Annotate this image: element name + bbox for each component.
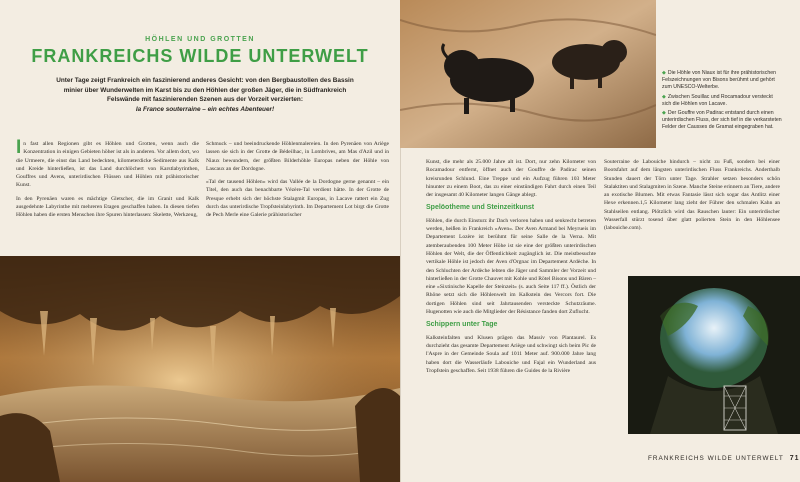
cave-illustration: [0, 256, 400, 482]
text-column-2: [206, 140, 389, 225]
text-column-4: [604, 158, 780, 238]
col2-paragraph-1: Schmuck – und beeindruckende Höhlenmalereien. In den Pyrenäen von Ariège lassen sie sich in der Grotte de Bédeilhac, in Lombrives, am Mas d'Azil und in Niaux bewundern, der größten Bilderhöhle Europas neben der Höhle von Lascaux an der Dordogne.: [206, 141, 389, 172]
caption-lacave: ◆ Zwischen Souillac und Rocamadour versteckt sich die Höhlen von Lacave.: [662, 93, 773, 107]
caption-bullet-icon: ◆: [662, 93, 666, 100]
running-title: FRANKREICHS WILDE UNTERWELT: [648, 455, 784, 462]
page-footer: [648, 455, 800, 462]
gouffre-illustration: [628, 276, 800, 434]
page-number: 71: [789, 455, 800, 462]
text-column-3: [426, 158, 596, 380]
intro-text: Unter Tage zeigt Frankreich ein faszinierend anderes Gesicht: von den Bergbaustollen des Bassin minier über Wunderwelten im Karst bis zu den Höhlen der großen Jäger, die in Südfrankreich Felswände mit faszinierenden Szenen aus der Vorzeit verzierten:: [56, 77, 354, 104]
gouffre-photo: [628, 276, 800, 434]
col3-paragraph-2: Höhlen, die durch Einsturz ihr Dach verloren haben und senkrecht betreten werden, heißen in Frankreich »Aven«. Der Aven Armand bei Meyrueis im Departement Lozère ist berühmt für seine Salle de la Verna. Mit atemberaubenden 100 Meter Höhe ist sie eine der größten unterirdischen Höhlen der Welt, die der Öffentlichkeit zugänglich ist. Die meistbesuchte vertikale Höhle ist jedoch der Aven d'Orgnac im Departement Ardèche. In den Schluchten der Ardèche lebten die Jäger und Sammler der Vorzeit und hinterließen in der Grotte Chauvet mit Kohle und Rötel Bisons und Bären – eine »Sixtinische Kapelle der Steinzeit« (s. auch Seite 117 ff.). Östlich der Rhône setzt sich die Höhlenwelt im Kalkstein des Vercors fort. Die dortigen Höhlen sind seit Jahrtausenden versteckte Schutzräume. Hugenotten wie auch die Mitglieder der Résistance fanden dort Zuflucht.: [426, 217, 596, 316]
photo-captions: [662, 70, 782, 134]
col1-paragraph-1: In fast allen Regionen gibt es Höhlen und Grotten, wenn auch die Konzentration in einigen Gebieten höher ist als in anderen. Vor allem dort, wo die Urmeere, die einst das Land bedeckten, kilometerdicke Sedimente aus Kalk und Kreide hinterließen, ist das Land durchlöchert von Karstlabyrinthen, Gouffres und Avens, unterirdischen Flüssen und Höhlen mit prähistorischer Kunst.: [16, 137, 199, 189]
drop-cap: I: [16, 137, 22, 158]
caption-bullet-icon: ◆: [662, 70, 666, 76]
text-column-1: [16, 137, 199, 225]
cave-painting-illustration: [400, 0, 656, 148]
caption-padirac: ◆ Der Gouffre von Padirac entstand durch einen unterirdischen Fluss, der sich tief in die verkarsteten Felder der Causses de Gramat eingegraben hat.: [662, 110, 782, 131]
subheading-steinzeitkunst: Spelöotheme und Steinzeitkunst: [426, 204, 535, 212]
subheading-schippern: Schippern unter Tage: [426, 321, 498, 329]
cave-photo: [0, 256, 400, 482]
cave-painting-photo: [400, 0, 656, 148]
col2-paragraph-2: »Tal der tausend Höhlen« wird das Vallée de la Dordogne gerne genannt – ein Titel, den auch das benachbarte Vézère-Tal verdient hätte. In der Grotte de Presque erhebt sich der höchste Stalagmit Europas, in Lacave rattert ein Zug durch das unterirdische Tropfsteinlabyrinth. Im Departement Lot birgt die Grotte de Pech Merle eine Galerie prähistorischer: [206, 179, 389, 219]
intro-paragraph: [52, 76, 358, 114]
page-title: FRANKREICHS WILDE UNTERWELT: [31, 46, 369, 66]
caption-bullet-icon: ◆: [662, 110, 666, 117]
col4-paragraph-1: Souterraine de Labouiche hindurch – nicht zu Fuß, sondern bei einer Bootsfahrt auf dem längsten unterirdischen Fluss Frankreichs. Anderthalb Stunden dauert der Törn unter Tage. Strahler setzen besonders schön Stalaktiten und Stalagmiten in Szene. Manche Steine erinnern an Tiere, andere an exotische Blumen. Mit etwas Fantasie lässt sich sogar das Antlitz einer Hexe erkennen.1,5 Kilometer lang zieht der Führer den schmalen Kahn an Stahlseilen entlang. Plötzlich wird das Rauschen lauter: Ein unterirdischer Wasserfall stürzt tosend über glatt polierten Stein in den Höhlensee (labouiche.com).: [604, 159, 780, 232]
col3-paragraph-3: Kalksteinfalten und Klusen prägen das Massiv von Plantaurel. Es durchzieht das gesamte Departement Ariège und schwingt sich beim Pic de l'Aspre in der Gemeinde Soula auf 1011 Meter auf. 900.000 Jahre lang haben dort die Wasserläufe Labouiche und Fajal ein Wunderland aus Tropfstein geschaffen. Seit 1938 führen die Guides de la Rivière: [426, 334, 596, 374]
caption-niaux: ◆ Die Höhle von Niaux ist für ihre prähistorischen Felszeichnungen von Bisons berühmt und gehört zum UNESCO-Welterbe.: [662, 70, 776, 91]
section-kicker: HÖHLEN UND GROTTEN: [145, 36, 255, 43]
col3-paragraph-1: Kunst, die mehr als 25.000 Jahre alt ist. Dort, nur zehn Kilometer von Rocamadour entfernt, öffnet auch der Gouffre de Padirac seinen kreisrunden Schlund. Eine Treppe und ein Aufzug führen 103 Meter hinunter zu einem Boot, das zu einer einstündigen Fahrt durch einen Teil der insgesamt 40 Kilometer langen Gänge ablegt.: [426, 159, 596, 199]
intro-subtitle: la France souterraine – ein echtes Abenteuer!: [135, 105, 275, 113]
col1-paragraph-2: In den Pyrenäen waren es mächtige Gletscher, die im Granit und Kalk ausgedehnte Labyrinthe mit mehreren Etagen geschaffen haben. In diesen tiefen Höhlen haben die ersten Menschen ihre Spuren hinterlassen: Skelette, Werkzeug,: [16, 195, 199, 219]
